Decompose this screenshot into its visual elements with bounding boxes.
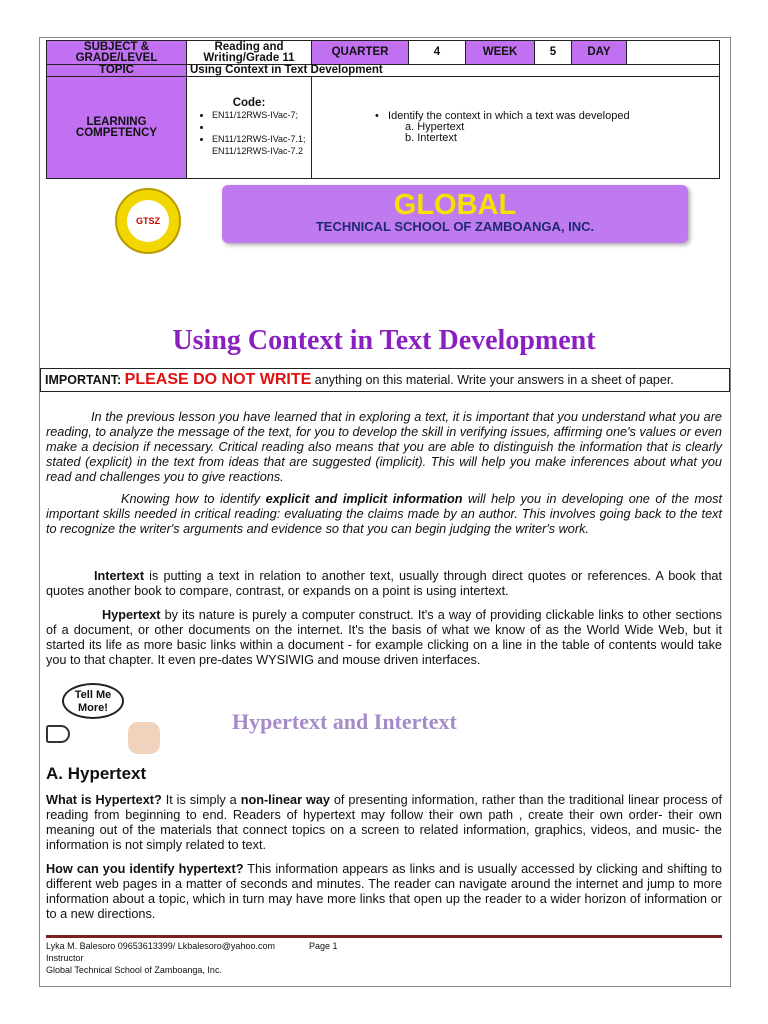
text: It is simply a	[161, 793, 241, 807]
footer-author: Lyka M. Balesoro 09653613399/ Lkbalesoro@yahoo.com	[46, 941, 275, 951]
school-banner	[222, 185, 688, 243]
tell-me-more-bubble: Tell Me More!	[62, 683, 124, 719]
code-label: Code:	[232, 97, 266, 109]
text: This information appears as links and is usually accessed by clicking and shifting to different web pages in a matter of seconds and minutes. The reader can navigate around the internet and jump to more information about a topic, which in turn may have more links that open up the reader to a wider horizon of information or to a new directions.	[46, 862, 722, 921]
logo-text: GTSZ	[127, 200, 169, 242]
page-footer	[46, 935, 722, 976]
banner-subtitle: TECHNICAL SCHOOL OF ZAMBOANGA, INC.	[315, 219, 595, 234]
subject-value: Reading and Writing/Grade 11	[187, 41, 312, 65]
quarter-label: QUARTER	[312, 41, 409, 65]
code-item: • EN11/12RWS-IVac-7.1; EN11/12RWS-IVac-7.2	[212, 133, 308, 157]
paragraph-intertext	[46, 569, 722, 599]
lesson-title: Using Context in Text Development	[172, 325, 596, 356]
week-value: 5	[535, 41, 572, 65]
paragraph-identify-hypertext	[46, 862, 722, 922]
question: What is Hypertext?	[46, 793, 162, 807]
competency-label: LEARNING COMPETENCY	[47, 77, 187, 179]
quarter-value: 4	[409, 41, 466, 65]
text-bold: explicit and implicit information	[265, 492, 463, 506]
text: is putting a text in relation to another text, usually through direct quotes or references. A book that quotes another book to compare, contrast, or expands on a point is using intertext.	[46, 569, 722, 598]
text: of presenting information, rather than the traditional linear process of reading from beginning to end. Readers of hypertext may follow their own path , create their own order- their own meaning out of the materials that connect topics on a screen to related information, graphics, videos, and music- the information is not simply related to text.	[46, 793, 722, 852]
warning-box	[40, 368, 730, 392]
topic-label: TOPIC	[47, 65, 187, 77]
text: will help you in developing one of the most important skills needed in critical reading: evaluating the claims made by an author. This involves going back to the text to recognize the writer's arguments and evidence so that you can begin judging the writer's work.	[46, 492, 723, 536]
school-logo	[115, 188, 181, 254]
warning-red: PLEASE DO NOT WRITE	[124, 371, 312, 388]
warning-lead: IMPORTANT:	[45, 373, 122, 387]
week-label: WEEK	[466, 41, 535, 65]
term: Intertext	[94, 569, 145, 583]
hand-icon	[128, 722, 160, 754]
section-heading: A. Hypertext	[46, 764, 147, 783]
day-value	[627, 41, 720, 65]
competency-objective: • Identify the context in which a text was developed a. Hypertext b. Intertext	[312, 77, 720, 179]
text: Knowing how to identify	[121, 492, 266, 506]
competency-codes	[187, 77, 312, 179]
footer-school: Global Technical School of Zamboanga, Inc.	[46, 965, 222, 975]
lesson-header-table	[46, 40, 720, 179]
question: How can you identify hypertext?	[46, 862, 244, 876]
subject-label: SUBJECT & GRADE/LEVEL	[47, 41, 187, 65]
day-label: DAY	[572, 41, 627, 65]
page-number: Page 1	[308, 941, 338, 951]
warning-rest: anything on this material. Write your answers in a sheet of paper.	[314, 373, 674, 387]
intro-paragraph: In the previous lesson you have learned that in exploring a text, it is important that you understand what you are reading, to analyze the message of the text, for you to develop the skill in verifying issues, affirming one's values or even make a decision if necessary. Critical reading also means that you are able to distinguish the information that is clearly stated (explicit) in the text from ideas that are suggested (implicit). This will help you make inferences about what you read and challenges you to give reactions.	[46, 410, 722, 484]
text-bold: non-linear way	[240, 793, 330, 807]
term: Hypertext	[102, 608, 161, 622]
objective-a: a. Hypertext	[405, 121, 465, 133]
footer-role: Instructor	[46, 953, 84, 963]
paragraph-what-is-hypertext	[46, 793, 722, 853]
paragraph-explicit-implicit	[46, 492, 722, 537]
code-item: • EN11/12RWS-IVac-7;	[212, 109, 308, 121]
topic-value: Using Context in Text Development	[187, 65, 720, 77]
objective-text: Identify the context in which a text was developed	[388, 110, 630, 122]
paragraph-hypertext	[46, 608, 722, 668]
text: by its nature is purely a computer construct. It's a way of providing clickable links to other sections of a document, or other documents on the internet. It's the basis of what we know of as the World Wide Web, but it started its life as more basic links within a document - for example clicking on a line in the table of contents would take you to that chapter. It even pre-dates WYSIWIG and mouse driven interfaces.	[46, 608, 722, 667]
section-subtitle: Hypertext and Intertext	[232, 709, 457, 734]
banner-title: GLOBAL	[393, 189, 517, 221]
code-item	[212, 121, 308, 133]
objective-b: b. Intertext	[405, 132, 457, 144]
megaphone-icon	[46, 725, 70, 743]
